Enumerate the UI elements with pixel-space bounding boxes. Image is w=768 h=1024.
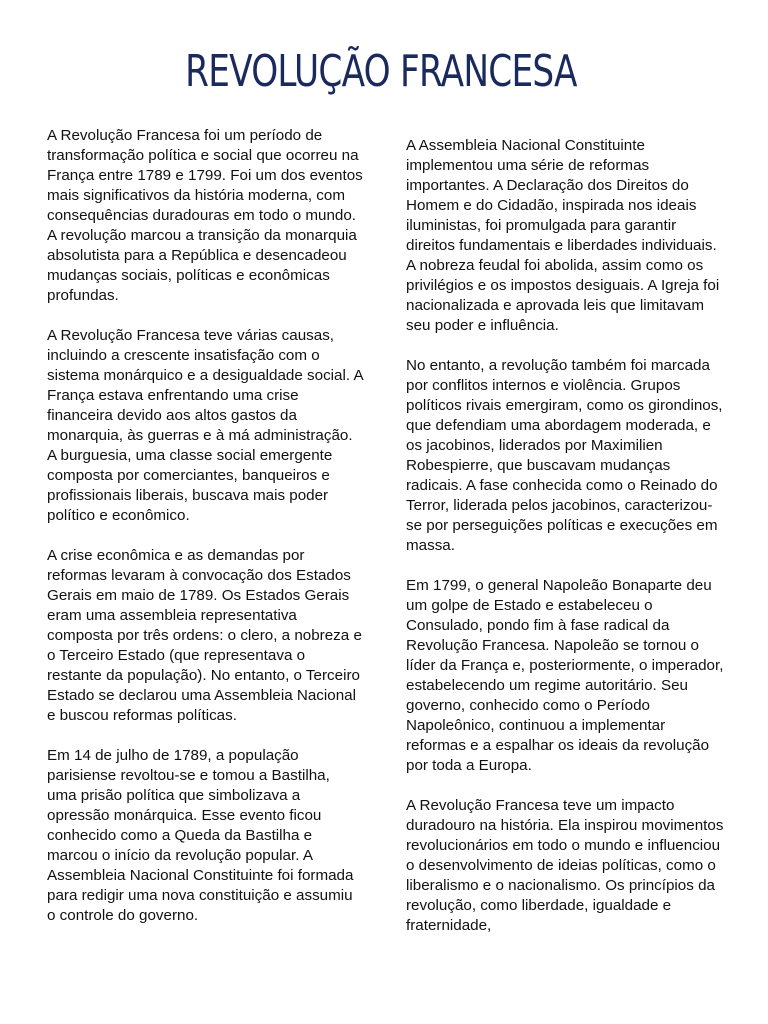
left-column [47, 126, 363, 946]
paragraph: A Assembleia Nacional Constituinte implementou uma série de reformas importantes. A Declaração dos Direitos do Homem e do Cidadão, inspirada nos ideais iluministas, foi promulgada para garantir direitos fundamentais e liberdades individuais. A nobreza feudal foi abolida, assim como os privilégios e os impostos desiguais. A Igreja foi nacionalizada e aprovada leis que limitavam seu poder e influência. [406, 137, 720, 334]
paragraph: A Revolução Francesa foi um período de transformação política e social que ocorreu na França entre 1789 e 1799. Foi um dos eventos mais significativos da história moderna, com consequências duradouras em todo o mundo. A revolução marcou a transição da monarquia absolutista para a República e desencadeou mudanças sociais, políticas e econômicas profundas. [47, 127, 363, 304]
paragraph: Em 14 de julho de 1789, a população parisiense revoltou-se e tomou a Bastilha, uma prisão política que simbolizava a opressão monárquica. Esse evento ficou conhecido como a Queda da Bastilha e marcou o início da revolução popular. A Assembleia Nacional Constituinte foi formada para redigir uma nova constituição e assumiu o controle do governo. [47, 747, 354, 924]
paragraph: A Revolução Francesa teve um impacto duradouro na história. Ela inspirou movimentos revolucionários em todo o mundo e influenciou o desenvolvimento de ideias políticas, como o liberalismo e o nacionalismo. Os princípios da revolução, como liberdade, igualdade e fraternidade, [406, 797, 724, 934]
paragraph: A crise econômica e as demandas por reformas levaram à convocação dos Estados Gerais em maio de 1789. Os Estados Gerais eram uma assembleia representativa composta por três ordens: o clero, a nobreza e o Terceiro Estado (que representava o restante da população). No entanto, o Terceiro Estado se declarou uma Assembleia Nacional e buscou reformas políticas. [47, 547, 362, 724]
page-title: REVOLUÇÃO FRANCESA [185, 46, 577, 97]
paragraph: A Revolução Francesa teve várias causas, incluindo a crescente insatisfação com o sistema monárquico e a desigualdade social. A França estava enfrentando uma crise financeira devido aos altos gastos da monarquia, às guerras e à má administração. A burguesia, uma classe social emergente composta por comerciantes, banqueiros e profissionais liberais, buscava mais poder político e econômico. [47, 327, 363, 524]
right-column [406, 136, 728, 956]
paragraph: No entanto, a revolução também foi marcada por conflitos internos e violência. Grupos políticos rivais emergiram, como os girondinos, que defendiam uma abordagem moderada, e os jacobinos, liderados por Maximilien Robespierre, que buscavam mudanças radicais. A fase conhecida como o Reinado do Terror, liderada pelos jacobinos, caracterizou-se por perseguições políticas e execuções em massa. [406, 357, 723, 554]
paragraph: Em 1799, o general Napoleão Bonaparte deu um golpe de Estado e estabeleceu o Consulado, pondo fim à fase radical da Revolução Francesa. Napoleão se tornou o líder da França e, posteriormente, o imperador, estabelecendo um regime autoritário. Seu governo, conhecido como o Período Napoleônico, continuou a implementar reformas e a espalhar os ideais da revolução por toda a Europa. [406, 577, 724, 774]
